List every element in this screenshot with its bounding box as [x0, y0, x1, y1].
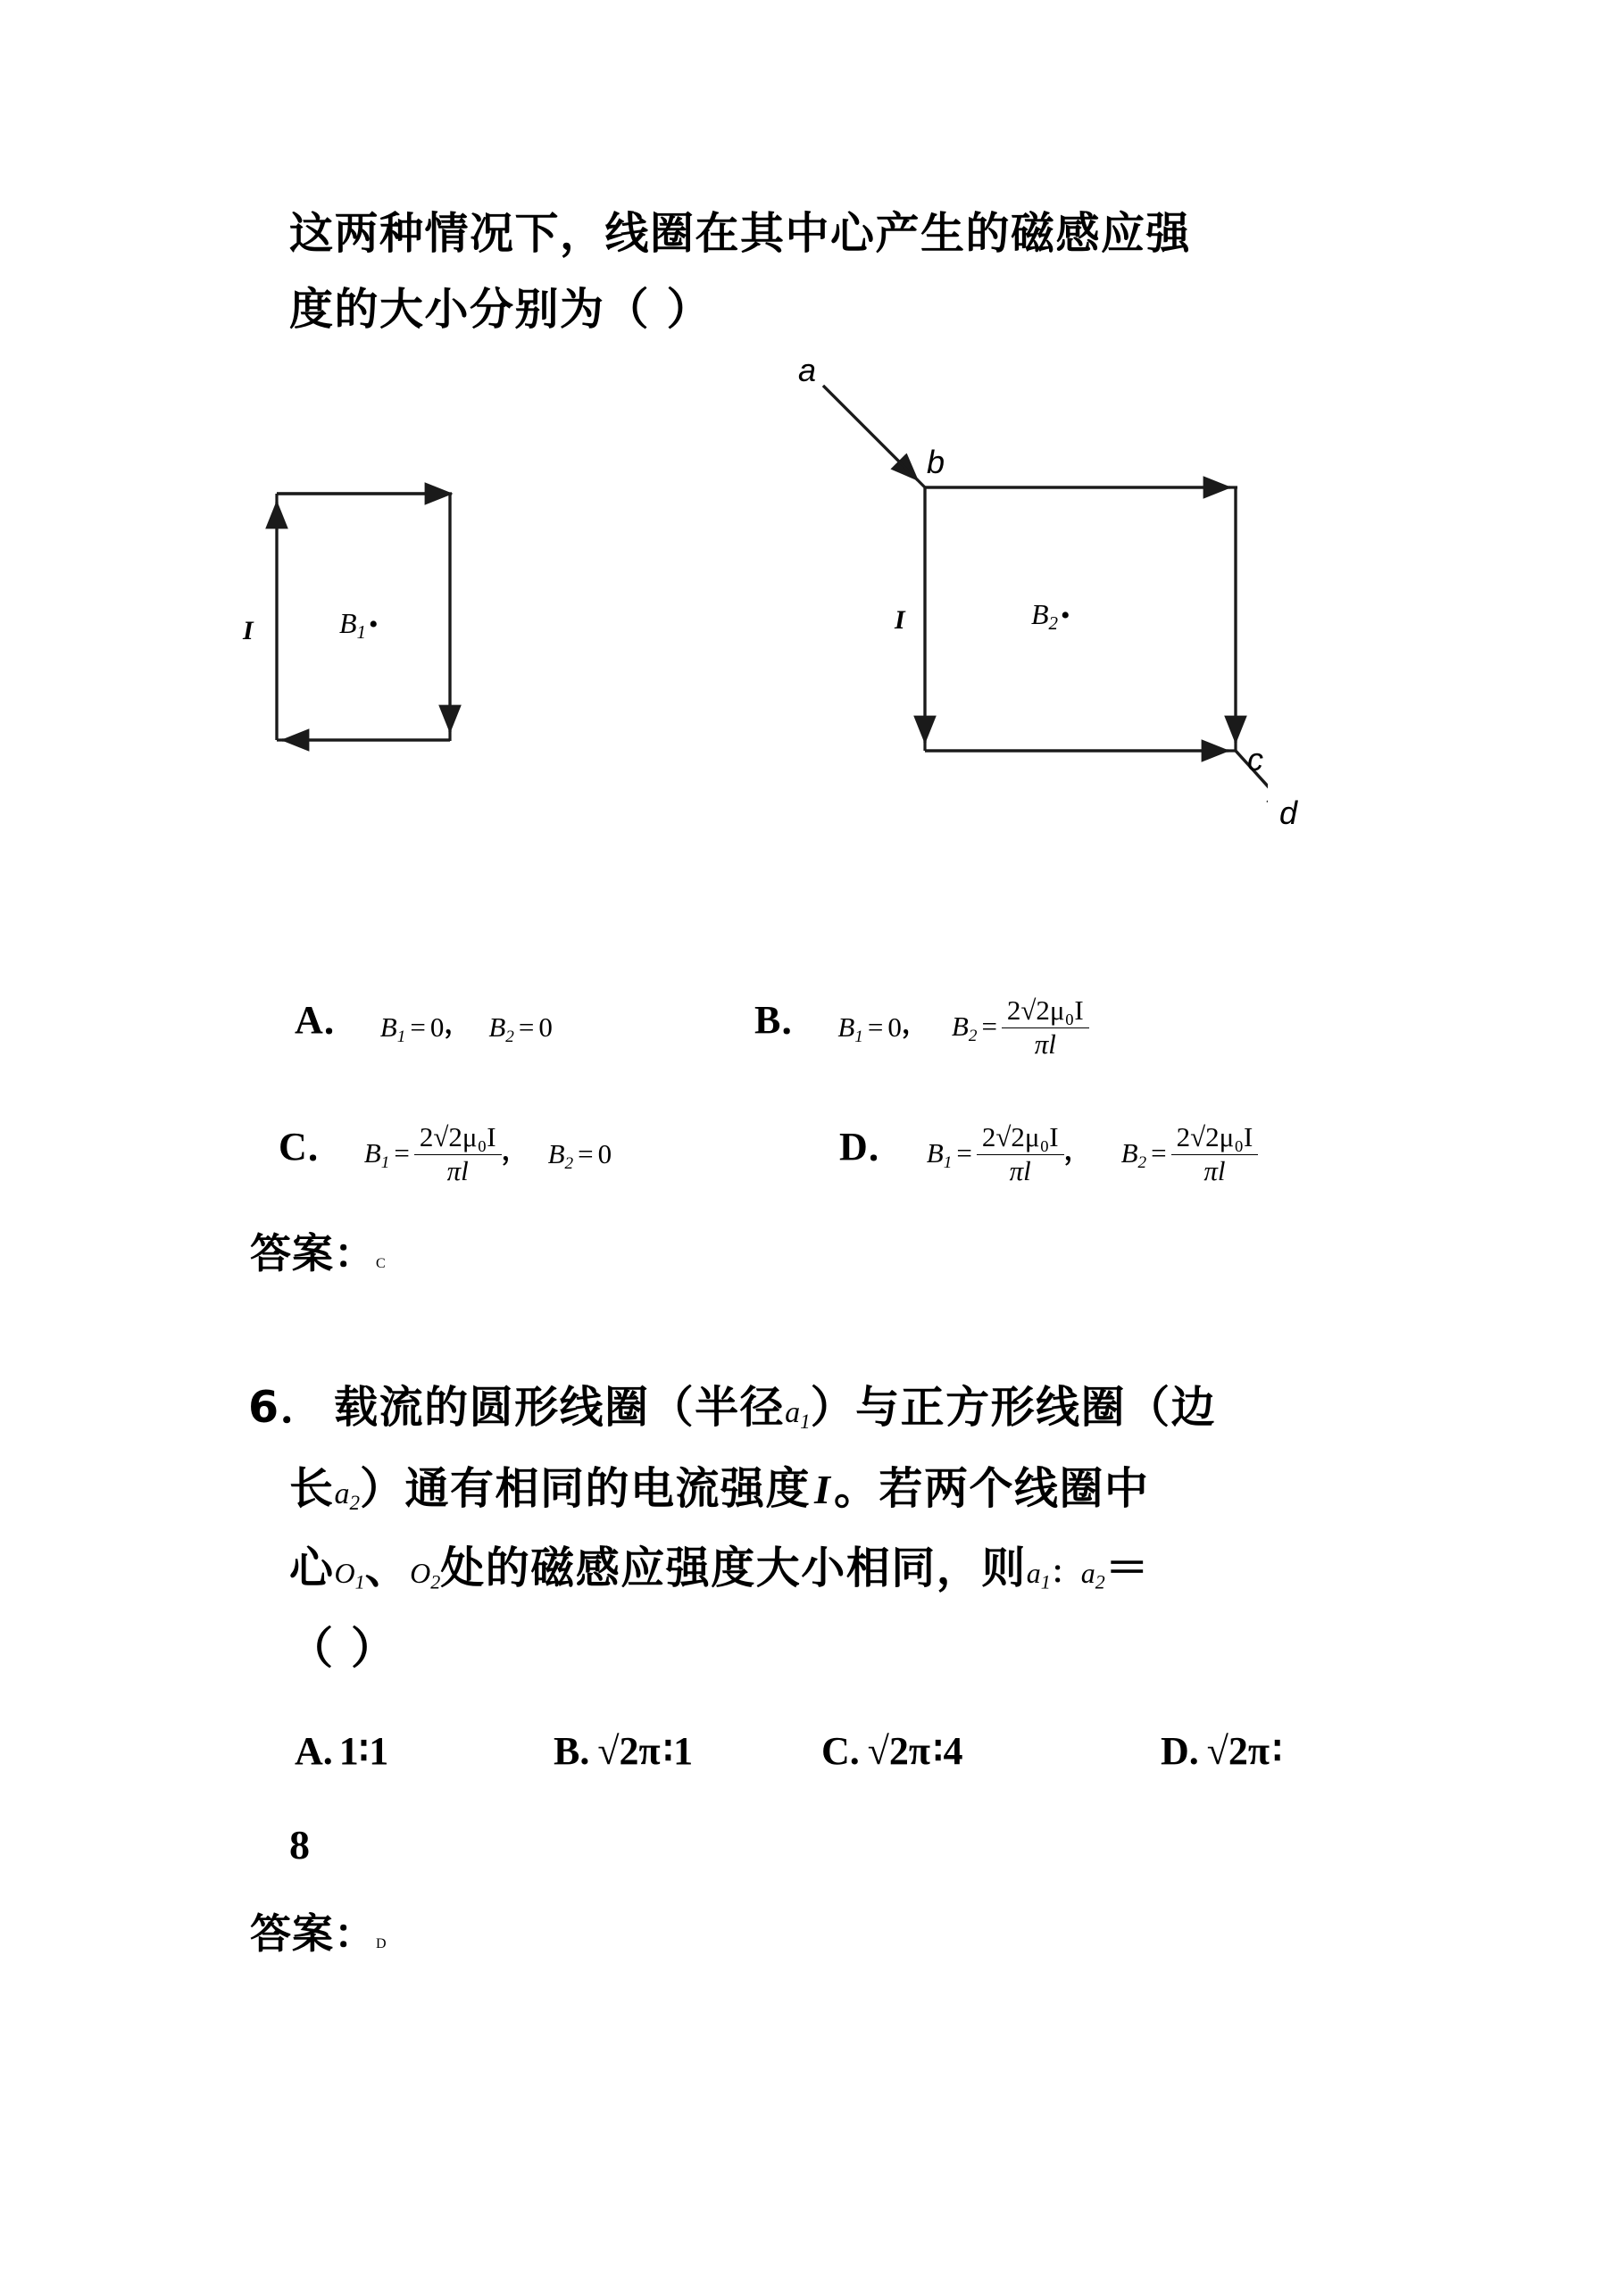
q5-option-c-letter: C — [279, 1125, 307, 1169]
q5-c-expr1-sub: 1 — [380, 1153, 390, 1173]
q5-option-c-expr-1 — [350, 1121, 502, 1187]
q5-option-b-letter: B — [754, 998, 781, 1042]
figure-square-loop-closed — [243, 464, 625, 875]
figure-2-center-dot: • — [1061, 601, 1070, 630]
q5-a-expr2-var: B — [488, 1011, 506, 1044]
q5-option-a-separator: ， — [444, 1009, 471, 1040]
q6-option-c-dot: . — [849, 1729, 860, 1773]
q6-answer-row — [250, 1901, 387, 1960]
q6-stem-3-colon: ： — [1050, 1555, 1081, 1591]
q5-option-d-separator: ， — [1063, 1136, 1091, 1167]
q6-stem-3-sub-a1: 1 — [1040, 1570, 1051, 1593]
q6-stem-line-2 — [289, 1463, 1150, 1515]
q6-option-c-radical: √2π — [867, 1729, 931, 1773]
q5-a-expr1-value: 0 — [429, 1011, 445, 1044]
q6-answer-label: 答案： — [250, 1909, 376, 1958]
q6-option-d-ratio: ∶ — [1272, 1729, 1283, 1773]
q5-b-expr2-var: B — [951, 1011, 969, 1043]
q5-c-expr2-value: 0 — [597, 1138, 612, 1170]
q6-stem-3-equals: ＝ — [1104, 1543, 1151, 1593]
figure-2-current-label: I — [895, 605, 905, 635]
q5-d-expr1-rel: = — [956, 1137, 972, 1169]
q6-option-b-radical: √2π — [597, 1729, 661, 1773]
q6-option-c[interactable] — [821, 1728, 963, 1774]
q5-d-expr1-sub: 1 — [943, 1153, 953, 1173]
q5-option-d-expr-1 — [911, 1121, 1064, 1187]
q5-b-fraction-denominator: πl — [1034, 1027, 1056, 1060]
q6-stem-line-1 — [248, 1382, 1217, 1434]
q5-option-d-letter: D — [839, 1125, 868, 1169]
q6-stem-2a: 长 — [289, 1463, 335, 1514]
q5-d-expr2-fraction — [1171, 1123, 1259, 1185]
figure-1-svg — [250, 464, 625, 875]
q6-option-b-ratio: ∶1 — [662, 1729, 694, 1773]
q5-b-expr1-sub: 1 — [854, 1027, 863, 1047]
q5-option-a-letter: A — [295, 998, 323, 1042]
q5-b-expr2-rel: = — [981, 1011, 997, 1043]
q5-d-expr2-sub: 2 — [1137, 1153, 1147, 1173]
q5-option-b-expr-2 — [932, 994, 1089, 1061]
q6-option-b-letter: B — [554, 1729, 580, 1773]
figure-2-node-d-label: d — [1279, 794, 1298, 831]
q6-stem-3-var-o2: O — [410, 1557, 431, 1589]
q5-option-b[interactable] — [754, 987, 1089, 1061]
q6-number-dot: ． — [279, 1382, 326, 1433]
q6-stem-2-current: I — [814, 1467, 830, 1512]
q6-option-b[interactable] — [554, 1728, 693, 1774]
q5-c-expr1-fraction — [414, 1123, 502, 1185]
figure-2-B-symbol: B — [1031, 598, 1049, 630]
q5-b-expr1-rel: = — [867, 1011, 884, 1044]
q5-a-expr2-sub: 2 — [505, 1027, 514, 1047]
q5-answer-row — [250, 1221, 386, 1280]
q5-option-d-expr-2 — [1095, 1121, 1259, 1187]
q6-option-a-text: 1∶1 — [338, 1729, 389, 1773]
q5-b-fraction-numerator: 2√2μ₀I — [1002, 996, 1089, 1028]
q6-stem-3-sub-o1: 1 — [354, 1570, 365, 1593]
q6-stem-line-3 — [289, 1543, 1151, 1594]
q6-stem-3c: 处的磁感应强度大小相同，则 — [440, 1543, 1027, 1593]
q5-d-fraction1-numerator: 2√2μ₀I — [977, 1123, 1064, 1155]
q5-option-d[interactable] — [839, 1114, 1258, 1187]
q6-option-d-dot: . — [1188, 1729, 1199, 1773]
q6-stem-3a: 心 — [289, 1543, 335, 1593]
q5-option-b-dot: ． — [780, 998, 820, 1042]
q5-answer-label: 答案： — [250, 1229, 376, 1277]
q6-answer-value: D — [376, 1936, 387, 1951]
q6-option-d[interactable] — [1161, 1728, 1283, 1774]
q5-option-a-dot: ． — [322, 998, 362, 1042]
q6-stem-2c: 。若两个线圈中 — [833, 1463, 1150, 1514]
figure-2-B-subscript: 2 — [1048, 611, 1059, 634]
figure-1-center-label — [339, 607, 379, 644]
q6-stem-2b: ）通有相同的电流强度 — [360, 1463, 812, 1514]
q5-d-expr2-rel: = — [1151, 1137, 1167, 1169]
q6-option-a[interactable] — [295, 1728, 388, 1774]
q5-c-expr1-var: B — [363, 1137, 381, 1169]
q6-stem-3-var-a1: a — [1026, 1557, 1041, 1589]
q5-option-d-dot: ． — [867, 1125, 907, 1169]
q6-option-d-letter: D — [1161, 1729, 1189, 1773]
q6-option-c-letter: C — [821, 1729, 850, 1773]
q5-a-expr1-rel: = — [410, 1011, 426, 1044]
q6-stem-2-sub: 2 — [349, 1491, 361, 1514]
q5-d-fraction2-numerator: 2√2μ₀I — [1171, 1123, 1259, 1155]
q5-c-fraction-denominator: πl — [446, 1154, 469, 1186]
q5-c-fraction-numerator: 2√2μ₀I — [414, 1123, 502, 1155]
figure-2-node-a-label: a — [798, 352, 817, 388]
q6-option-b-dot: . — [579, 1729, 590, 1773]
q6-stem-3b: 、 — [364, 1543, 411, 1593]
q6-stem-line-4: （ ） — [289, 1623, 396, 1674]
q5-option-c-expr-2 — [532, 1138, 612, 1174]
figure-1-center-dot: • — [369, 610, 379, 639]
q5-option-b-separator: ， — [901, 1009, 929, 1040]
q5-option-a-expr-2 — [474, 1011, 553, 1047]
figure-2-node-c-label: c — [1247, 741, 1263, 778]
q6-stem-1-var: a — [785, 1396, 801, 1429]
q6-option-a-dot: . — [322, 1729, 333, 1773]
figure-2-svg — [768, 357, 1268, 946]
q5-option-c-separator: ， — [501, 1136, 529, 1167]
q6-stem-3-var-o1: O — [334, 1557, 355, 1589]
q6-stem-3-sub-o2: 2 — [430, 1570, 441, 1593]
q5-c-expr2-sub: 2 — [564, 1154, 574, 1174]
figure-1-B-subscript: 1 — [356, 620, 367, 643]
figure-2-node-b-label: b — [927, 444, 945, 480]
q6-option-c-ratio: ∶4 — [933, 1729, 963, 1773]
q5-option-a[interactable] — [295, 987, 553, 1047]
q6-stem-1a: 载流的圆形线圈（半径 — [334, 1382, 786, 1433]
q5-b-expr2-sub: 2 — [968, 1027, 978, 1046]
q5-stem-line-1: 这两种情况下，线圈在其中心产生的磁感应强 — [289, 208, 1192, 259]
q5-b-expr2-fraction — [1002, 996, 1089, 1059]
q5-d-expr1-fraction — [977, 1123, 1064, 1185]
q6-option-a-letter: A — [295, 1729, 323, 1773]
figure-1-current-label: I — [243, 616, 254, 645]
figure-1-B-symbol: B — [339, 607, 357, 639]
q5-d-fraction2-denominator: πl — [1203, 1154, 1226, 1186]
q5-d-fraction1-denominator: πl — [1009, 1154, 1031, 1186]
q5-a-expr1-sub: 1 — [396, 1027, 406, 1047]
q6-number: 6 — [248, 1382, 280, 1433]
q5-b-expr1-var: B — [837, 1011, 855, 1044]
q6-option-d-continued: 8 — [289, 1822, 310, 1868]
figure-square-loop-with-leads — [768, 352, 1298, 946]
q5-b-expr1-value: 0 — [887, 1011, 902, 1044]
q5-option-c[interactable] — [279, 1114, 612, 1187]
q5-option-a-expr-1 — [366, 1011, 445, 1047]
q6-stem-2-var: a — [334, 1477, 350, 1510]
q5-a-expr2-rel: = — [518, 1011, 535, 1044]
q6-stem-3-sub-a2: 2 — [1095, 1570, 1105, 1593]
q5-option-b-expr-1 — [823, 1011, 902, 1047]
q6-stem-1b: ）与正方形线圈（边 — [810, 1382, 1217, 1433]
q5-option-c-dot: ． — [306, 1125, 346, 1169]
q6-option-d-radical: √2π — [1206, 1729, 1270, 1773]
q6-stem-1-sub: 1 — [800, 1410, 811, 1433]
q6-stem-3-var-a2: a — [1080, 1557, 1095, 1589]
q5-a-expr1-var: B — [379, 1011, 397, 1044]
q5-stem-line-2: 度的大小分别为（ ） — [289, 284, 712, 335]
q5-c-expr1-rel: = — [394, 1137, 410, 1169]
q5-c-expr2-rel: = — [578, 1138, 594, 1170]
q5-answer-value: C — [376, 1256, 386, 1271]
q5-c-expr2-var: B — [547, 1138, 565, 1170]
q5-d-expr1-var: B — [926, 1137, 944, 1169]
figure-2-center-label — [1031, 598, 1070, 635]
q5-d-expr2-var: B — [1120, 1137, 1138, 1169]
q5-a-expr2-value: 0 — [538, 1011, 553, 1044]
